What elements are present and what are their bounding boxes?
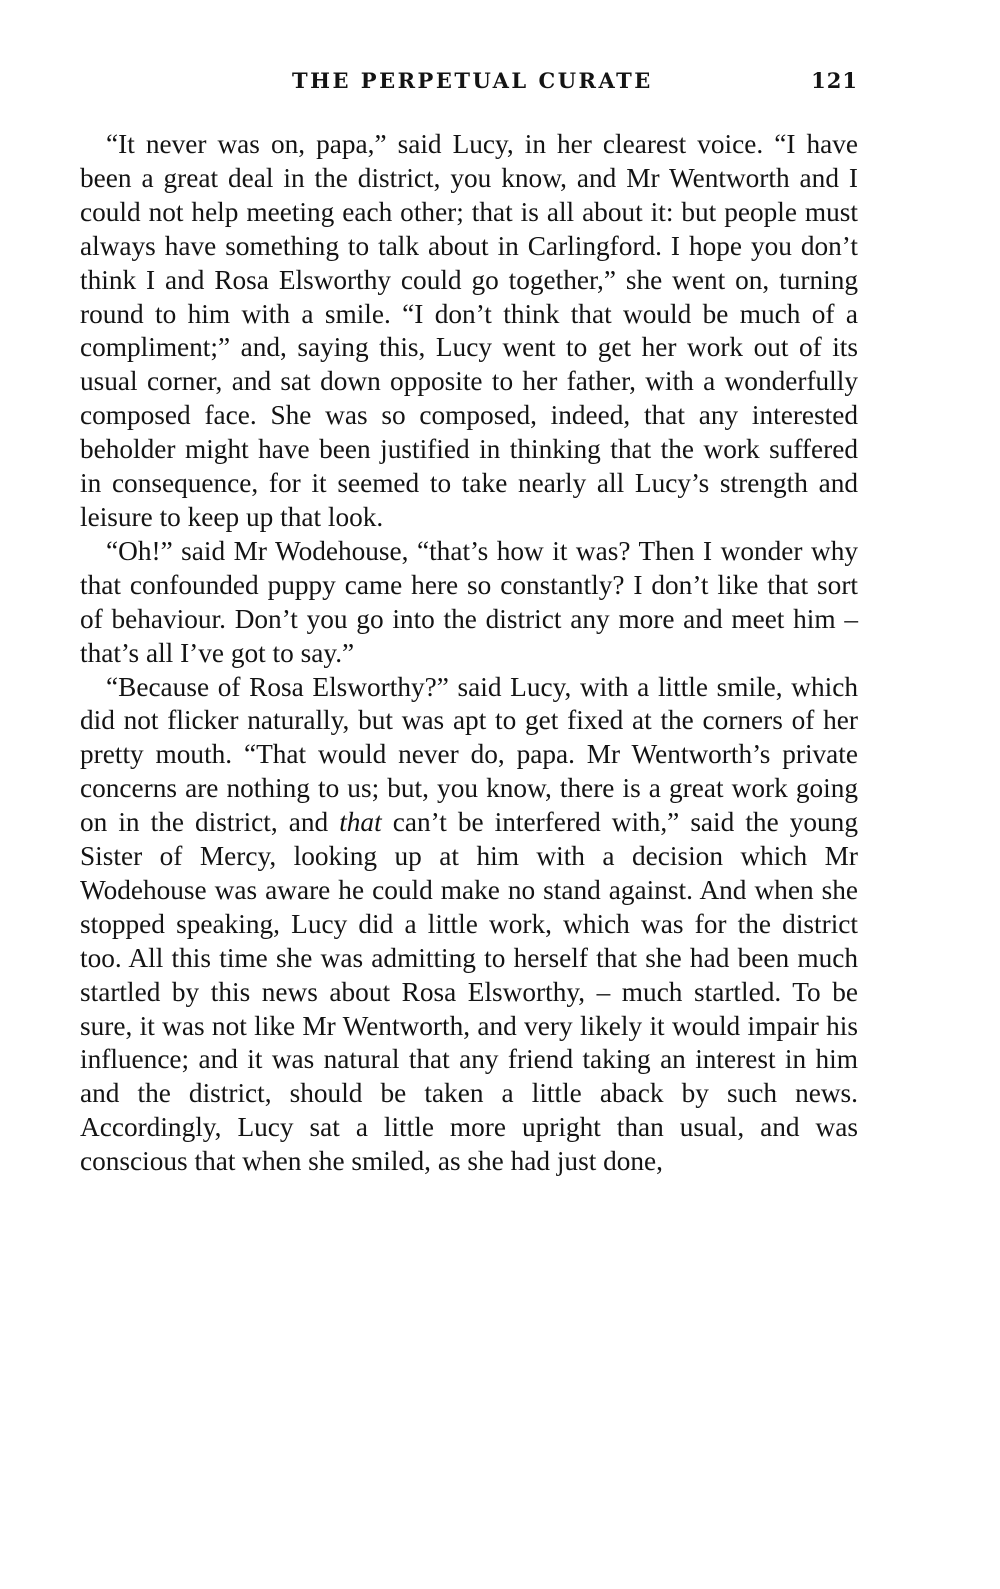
- paragraph-3-before-text: “Because of Rosa Elsworthy?” said Lucy, with a little smile, which did not flicker naturally, but was apt to get fixed at the corners of her pretty mouth. “That would never do, papa. Mr Wentworth’s private concerns are nothing to us; but, you know, there is a great work going on in the district, and: [80, 671, 858, 838]
- body-text: [80, 128, 858, 1179]
- running-head: [80, 68, 858, 102]
- running-head-title: THE PERPETUAL CURATE: [292, 68, 653, 93]
- paragraph-1: “It never was on, papa,” said Lucy, in her clearest voice. “I have been a great deal in the district, you know, and Mr Wentworth and I could not help meeting each other; that is all about it: but people must always have something to talk about in Carlingford. I hope you don’t think I and Rosa Elsworthy could go together,” she went on, turning round to him with a smile. “I don’t think that would be much of a compliment;” and, saying this, Lucy went to get her work out of its usual corner, and sat down opposite to her father, with a wonderfully composed face. She was so composed, indeed, that any interested beholder might have been justified in thinking that the work suffered in consequence, for it seemed to take nearly all Lucy’s strength and leisure to keep up that look.: [80, 129, 858, 532]
- emphasis-that: that: [339, 807, 382, 838]
- book-page: [80, 68, 858, 1179]
- paragraph-2: “Oh!” said Mr Wodehouse, “that’s how it was? Then I wonder why that confounded puppy came here so constantly? I don’t like that sort of behaviour. Don’t you go into the district any more and meet him – that’s all I’ve got to say.”: [80, 535, 858, 668]
- paragraph-3-after-text: can’t be interfered with,” said the young Sister of Mercy, looking up at him with a decision which Mr Wodehouse was aware he could make no stand against. And when she stopped speaking, Lucy did a little work, which was for the district too. All this time she was admitting to herself that she had been much startled by this news about Rosa Elsworthy, – much startled. To be sure, it was not like Mr Wentworth, and very likely it would impair his influence; and it was natural that any friend taking an interest in him and the district, should be taken a little aback by such news. Accordingly, Lucy sat a little more upright than usual, and was conscious that when she smiled, as she had just done,: [80, 807, 858, 1177]
- paragraph-3: [80, 671, 858, 1180]
- page-number: 121: [811, 68, 858, 93]
